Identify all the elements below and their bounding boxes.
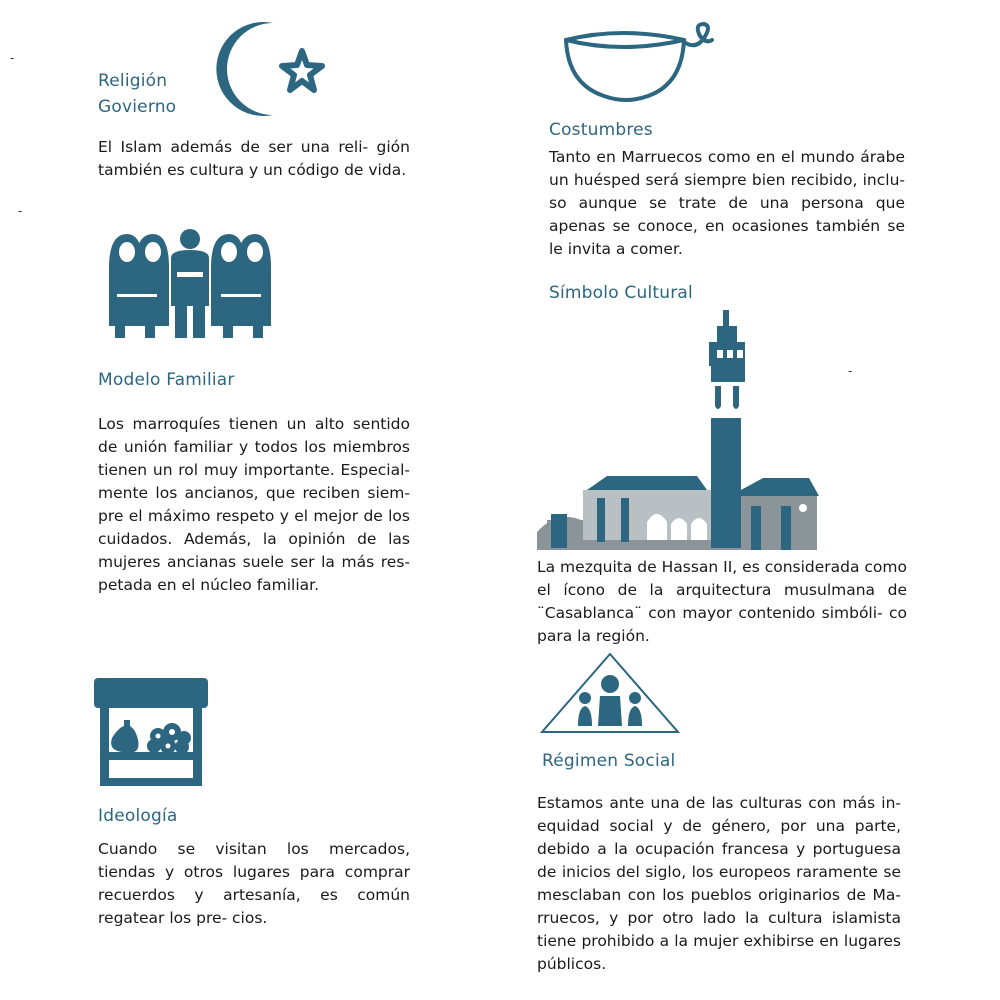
social-title: Régimen Social [542,751,676,771]
ideology-text: Cuando se visitan los mercados, tiendas y otros lugares para comprar recuerdos y artesanía, es común regatear los pre- cios. [98,840,410,927]
symbol-text: La mezquita de Hassan II, es considerada como el ícono de la arquitectura musulmana de ¨Casablanca¨ con mayor contenido simbóli- co para la región. [537,558,908,645]
religion-text: El Islam además de ser una reli- gión también es cultura y un código de vida. [98,138,410,179]
ideology-title: Ideología [98,806,178,826]
religion-title [98,68,176,120]
family-title: Modelo Familiar [98,370,235,390]
mosque-icon [537,310,827,554]
customs-text: Tanto en Marruecos como en el mundo árabe un huésped será siempre bien recibido, inclu- so aunque se trate de una persona que apenas se conoce, en ocasiones también se le invita a comer. [549,148,905,258]
symbol-title: Símbolo Cultural [549,283,693,303]
religion-title-line2: Govierno [98,97,177,117]
family-text: Los marroquíes tienen un alto sentido de unión familiar y todos los miembros tienen un rol muy importante. Especial- mente los ancianos, que reciben siem- pre el máximo respeto y el mejor de los cuidados. Además, la opinión de las mujeres ancianas suele ser la más res- petada en el núcleo familiar. [98,415,410,594]
social-text: Estamos ante una de las culturas con más in- equidad social y de género, por una parte, debido a la ocupación francesa y portuguesa de inicios del siglo, los europeos raramente se mesclaban con los pueblos originarios de Ma- rruecos, y por otro lado la cultura islamista tiene prohibido a la mujer exhibirse en lugares públicos. [537,794,901,973]
stray-mark: - [848,364,853,378]
pyramid-people-icon [540,652,680,734]
family-group-icon [105,228,275,340]
customs-title: Costumbres [549,120,653,140]
market-stall-icon [94,678,208,788]
stray-mark: - [10,51,15,65]
stray-mark: - [18,204,23,218]
religion-title-line1: Religión [98,71,168,91]
bowl-icon [562,22,716,104]
crescent-star-icon [236,20,336,118]
